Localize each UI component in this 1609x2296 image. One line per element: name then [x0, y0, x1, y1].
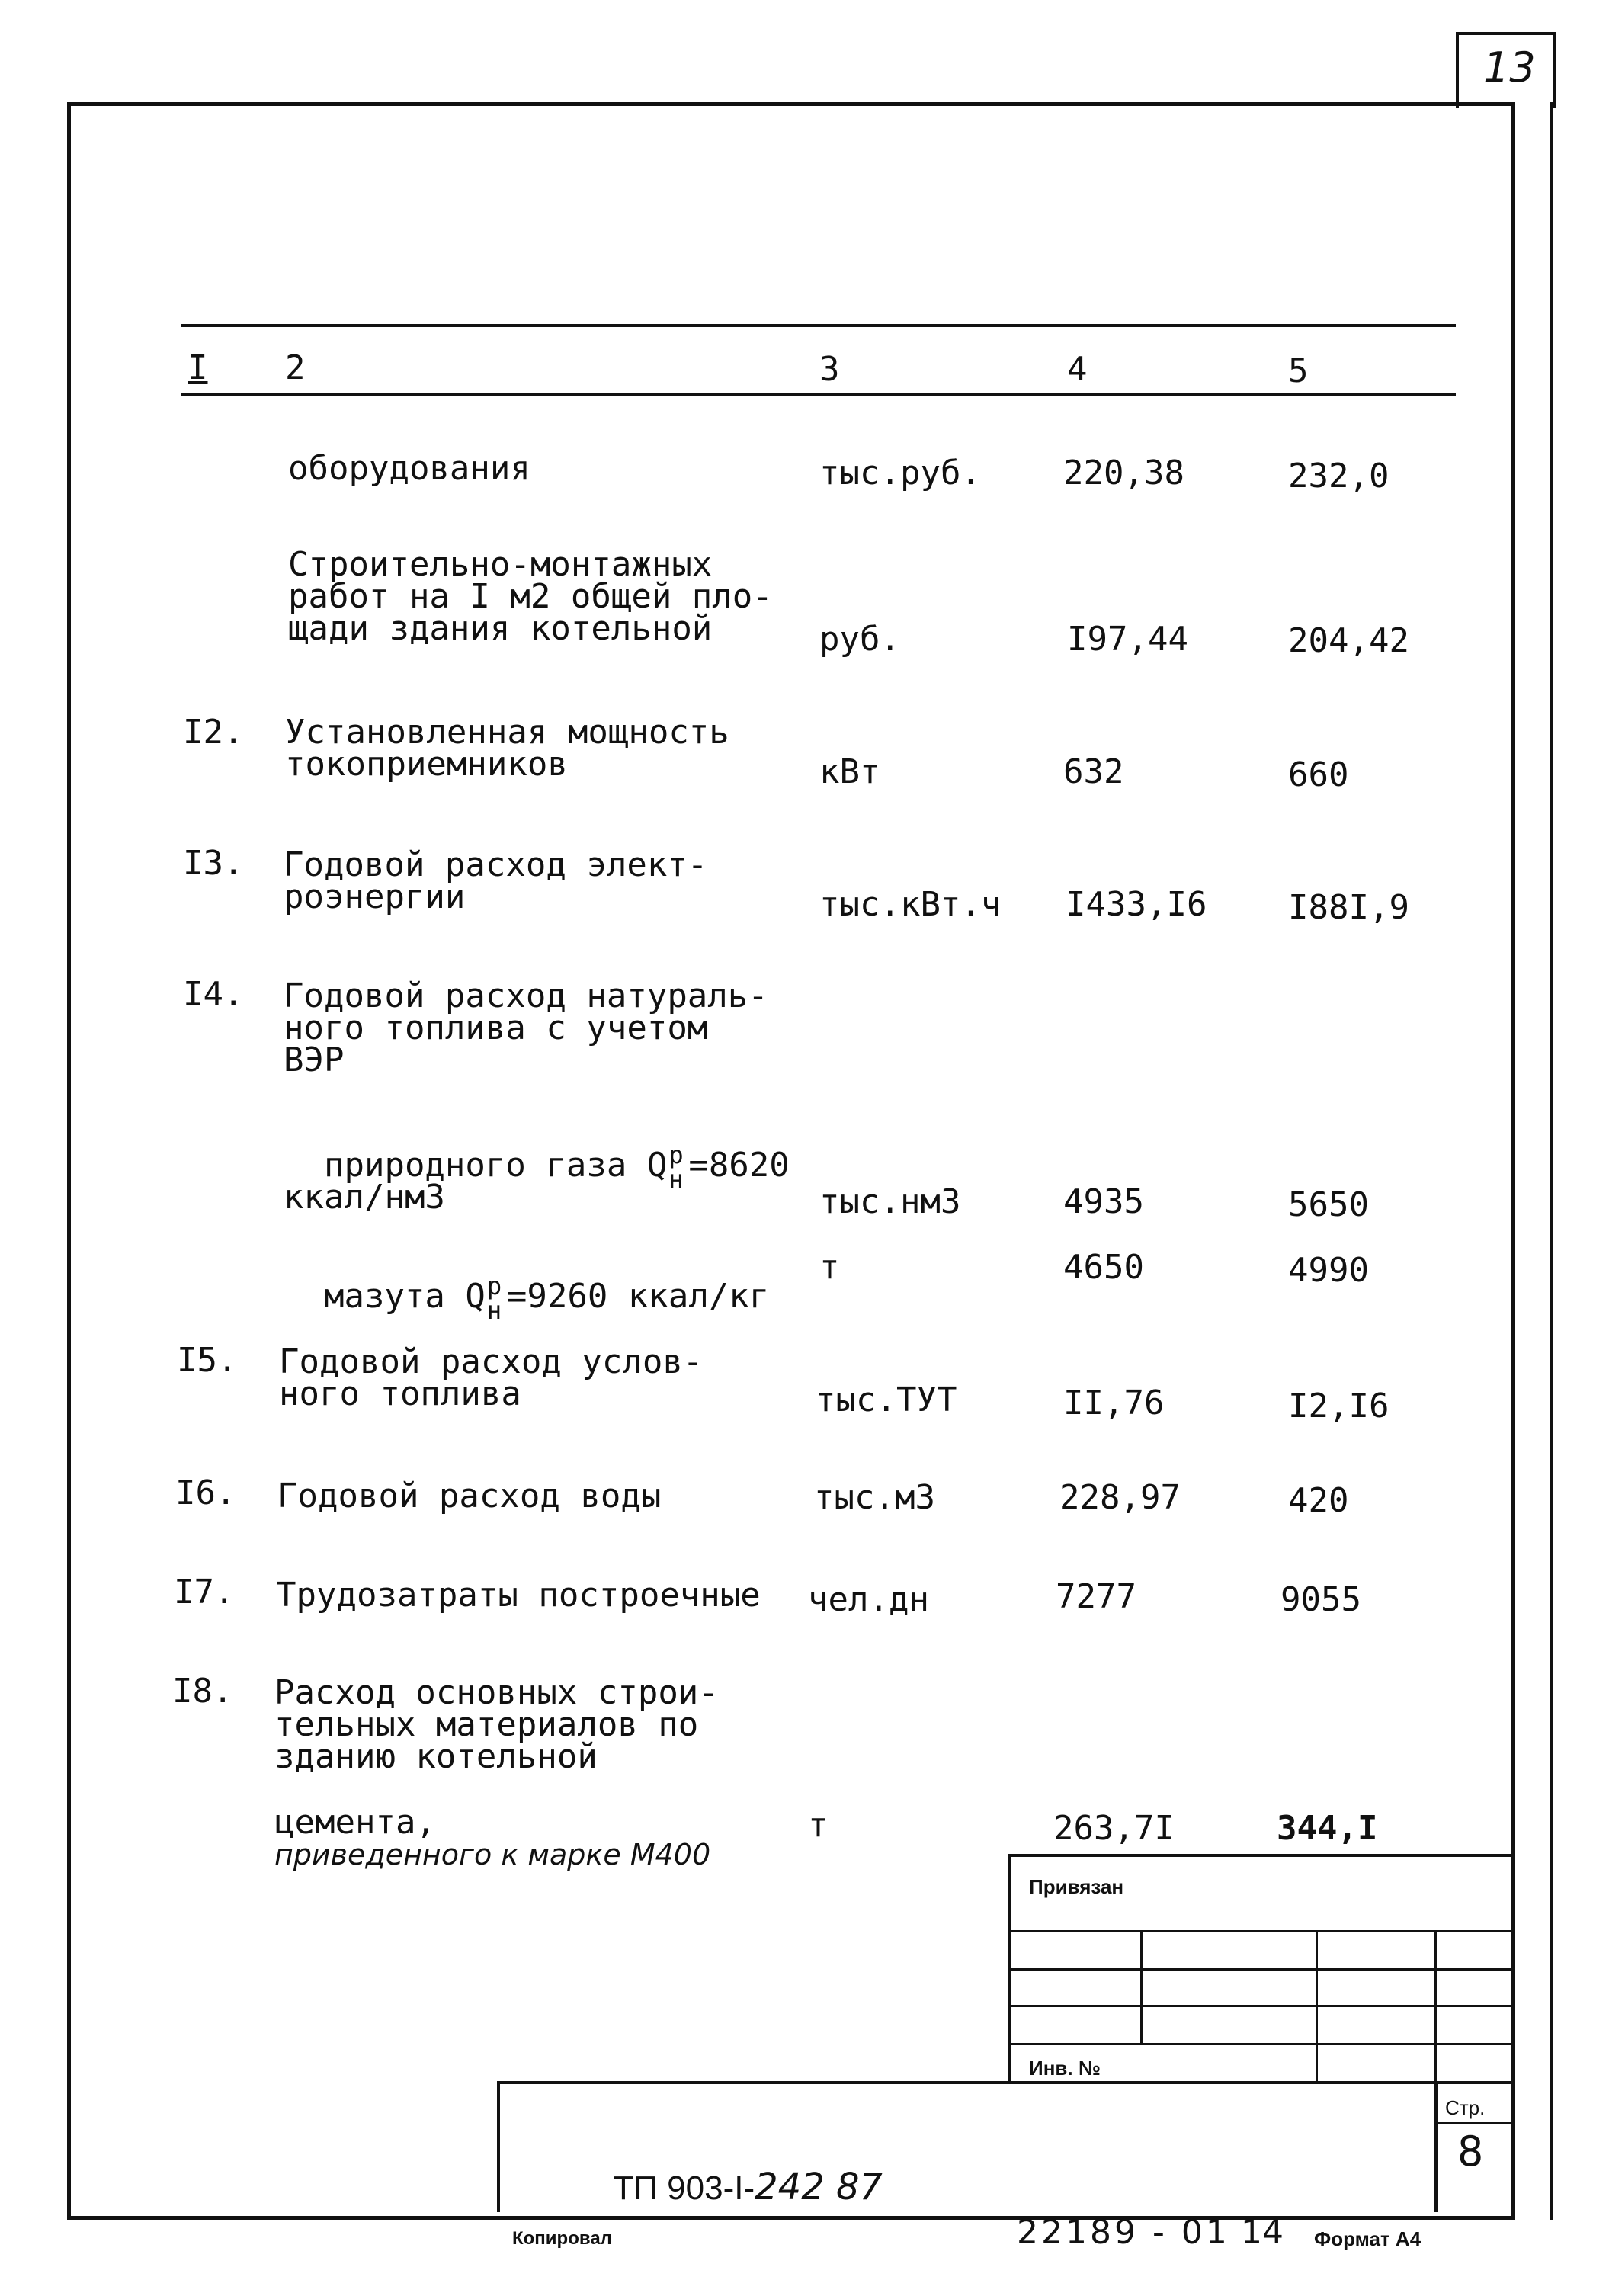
row-number: I6. — [175, 1473, 236, 1512]
stamp-grid-v1 — [1140, 1930, 1143, 2044]
row-name — [284, 1244, 770, 1325]
row-unit: тыс.м3 — [814, 1478, 935, 1517]
row-name: Трудозатраты построечные — [276, 1576, 761, 1615]
sheet-number-box — [1456, 32, 1556, 108]
row-name: цемента, — [274, 1803, 436, 1842]
row-name: Годовой расход элект- роэнергии — [284, 845, 708, 916]
sheet-number: 13 — [1483, 43, 1536, 91]
row-name: Годовой расход натураль- ного топлива с учетом ВЭР — [284, 976, 768, 1079]
row-name-handwritten: приведенного к марке М400 — [274, 1838, 711, 1871]
header-col-3: 3 — [819, 350, 840, 389]
formula-sub: н — [668, 1165, 684, 1194]
title-block-top-rule — [497, 2081, 1511, 2084]
row-unit: кВт — [819, 752, 880, 791]
row-unit: тыс.руб. — [819, 454, 981, 492]
formula-sup: р — [668, 1140, 684, 1169]
header-bottom-rule — [181, 393, 1456, 396]
row-name: ккал/нм3 — [284, 1178, 445, 1217]
row-number: I3. — [183, 844, 244, 883]
row-value-5: 4990 — [1288, 1251, 1369, 1290]
tied-label: Привязан — [1029, 1875, 1124, 1898]
row-value-4: 632 — [1063, 752, 1124, 791]
row-value-4: II,76 — [1063, 1384, 1165, 1422]
frame-right-inner — [1550, 102, 1553, 2220]
row-unit: тыс.нм3 — [819, 1182, 961, 1221]
row-name: Годовой расход воды — [277, 1477, 662, 1515]
title-block-left-rule — [497, 2081, 500, 2212]
row-value-5: 9055 — [1280, 1580, 1361, 1619]
stamp-grid-v2 — [1316, 1930, 1318, 2083]
row-value-4: 4935 — [1063, 1182, 1144, 1221]
row-value-4: 7277 — [1056, 1577, 1136, 1616]
header-col-4: 4 — [1067, 350, 1088, 389]
row-name-tail: =9260 ккал/кг — [506, 1277, 770, 1316]
formula-sub: н — [486, 1296, 502, 1325]
formula-sup: р — [486, 1271, 502, 1300]
inv-label: Инв. № — [1029, 2057, 1101, 2080]
doc-code-handwritten: 242 87 — [755, 2166, 883, 2208]
doc-code — [595, 2134, 883, 2206]
row-value-5: 204,42 — [1288, 621, 1409, 660]
header-col-1: I — [188, 348, 208, 387]
row-unit: руб. — [819, 620, 900, 659]
stamp-top-rule — [1008, 1854, 1511, 1857]
row-value-4: I433,I6 — [1066, 885, 1207, 924]
row-number: I7. — [174, 1573, 235, 1611]
copied-label: Копировал — [512, 2228, 612, 2249]
order-number: 22189 - 01 — [1017, 2213, 1230, 2252]
header-top-rule — [181, 324, 1456, 327]
row-number: I5. — [177, 1341, 238, 1380]
row-unit: тыс.кВт.ч — [819, 885, 1002, 924]
row-number: I4. — [183, 975, 244, 1014]
row-value-5: 660 — [1288, 755, 1349, 794]
header-col-2: 2 — [285, 348, 306, 387]
doc-code-printed: ТП 903-I- — [613, 2169, 755, 2207]
row-name: Строительно-монтажных работ на I м2 общей пло- щади здания котельной — [288, 545, 773, 648]
stamp-grid-v3 — [1434, 1930, 1437, 2083]
row-name: Расход основных строи- тельных материалов по зданию котельной — [274, 1673, 719, 1776]
row-value-5: 5650 — [1288, 1185, 1369, 1224]
row-value-5: 420 — [1288, 1481, 1349, 1520]
sheet-count: 14 — [1241, 2213, 1284, 2252]
row-name-tail: =8620 — [688, 1146, 790, 1185]
row-unit: т — [819, 1248, 840, 1287]
page-value: 8 — [1457, 2128, 1484, 2176]
header-col-5: 5 — [1288, 351, 1309, 390]
row-name: оборудования — [288, 449, 530, 488]
row-value-4: 220,38 — [1063, 454, 1184, 492]
row-value-4: 263,7I — [1053, 1809, 1175, 1848]
page-label: Стр. — [1445, 2096, 1486, 2119]
row-name: Годовой расход услов- ного топлива — [279, 1342, 704, 1413]
row-value-5: 232,0 — [1288, 457, 1389, 495]
row-value-4: I97,44 — [1067, 620, 1188, 659]
row-name-main: мазута Q — [323, 1277, 486, 1316]
title-block-page-divider — [1434, 2081, 1438, 2212]
row-number: I8. — [172, 1672, 233, 1711]
row-value-4: 228,97 — [1059, 1478, 1181, 1517]
row-value-5: I2,I6 — [1288, 1387, 1389, 1425]
format-label: Формат А4 — [1314, 2227, 1421, 2250]
row-unit: чел.дн — [808, 1580, 929, 1619]
row-number: I2. — [183, 713, 244, 752]
row-value-4: 4650 — [1063, 1248, 1144, 1287]
row-name: Установленная мощность токоприемников — [285, 713, 729, 784]
row-unit: тыс.ТУТ — [816, 1380, 957, 1419]
row-value-5: I88I,9 — [1288, 888, 1409, 927]
row-unit: т — [808, 1806, 829, 1845]
row-name-main: природного газа Q — [323, 1146, 668, 1185]
row-value-5: 344,I — [1277, 1809, 1378, 1848]
row-name — [284, 1113, 790, 1194]
